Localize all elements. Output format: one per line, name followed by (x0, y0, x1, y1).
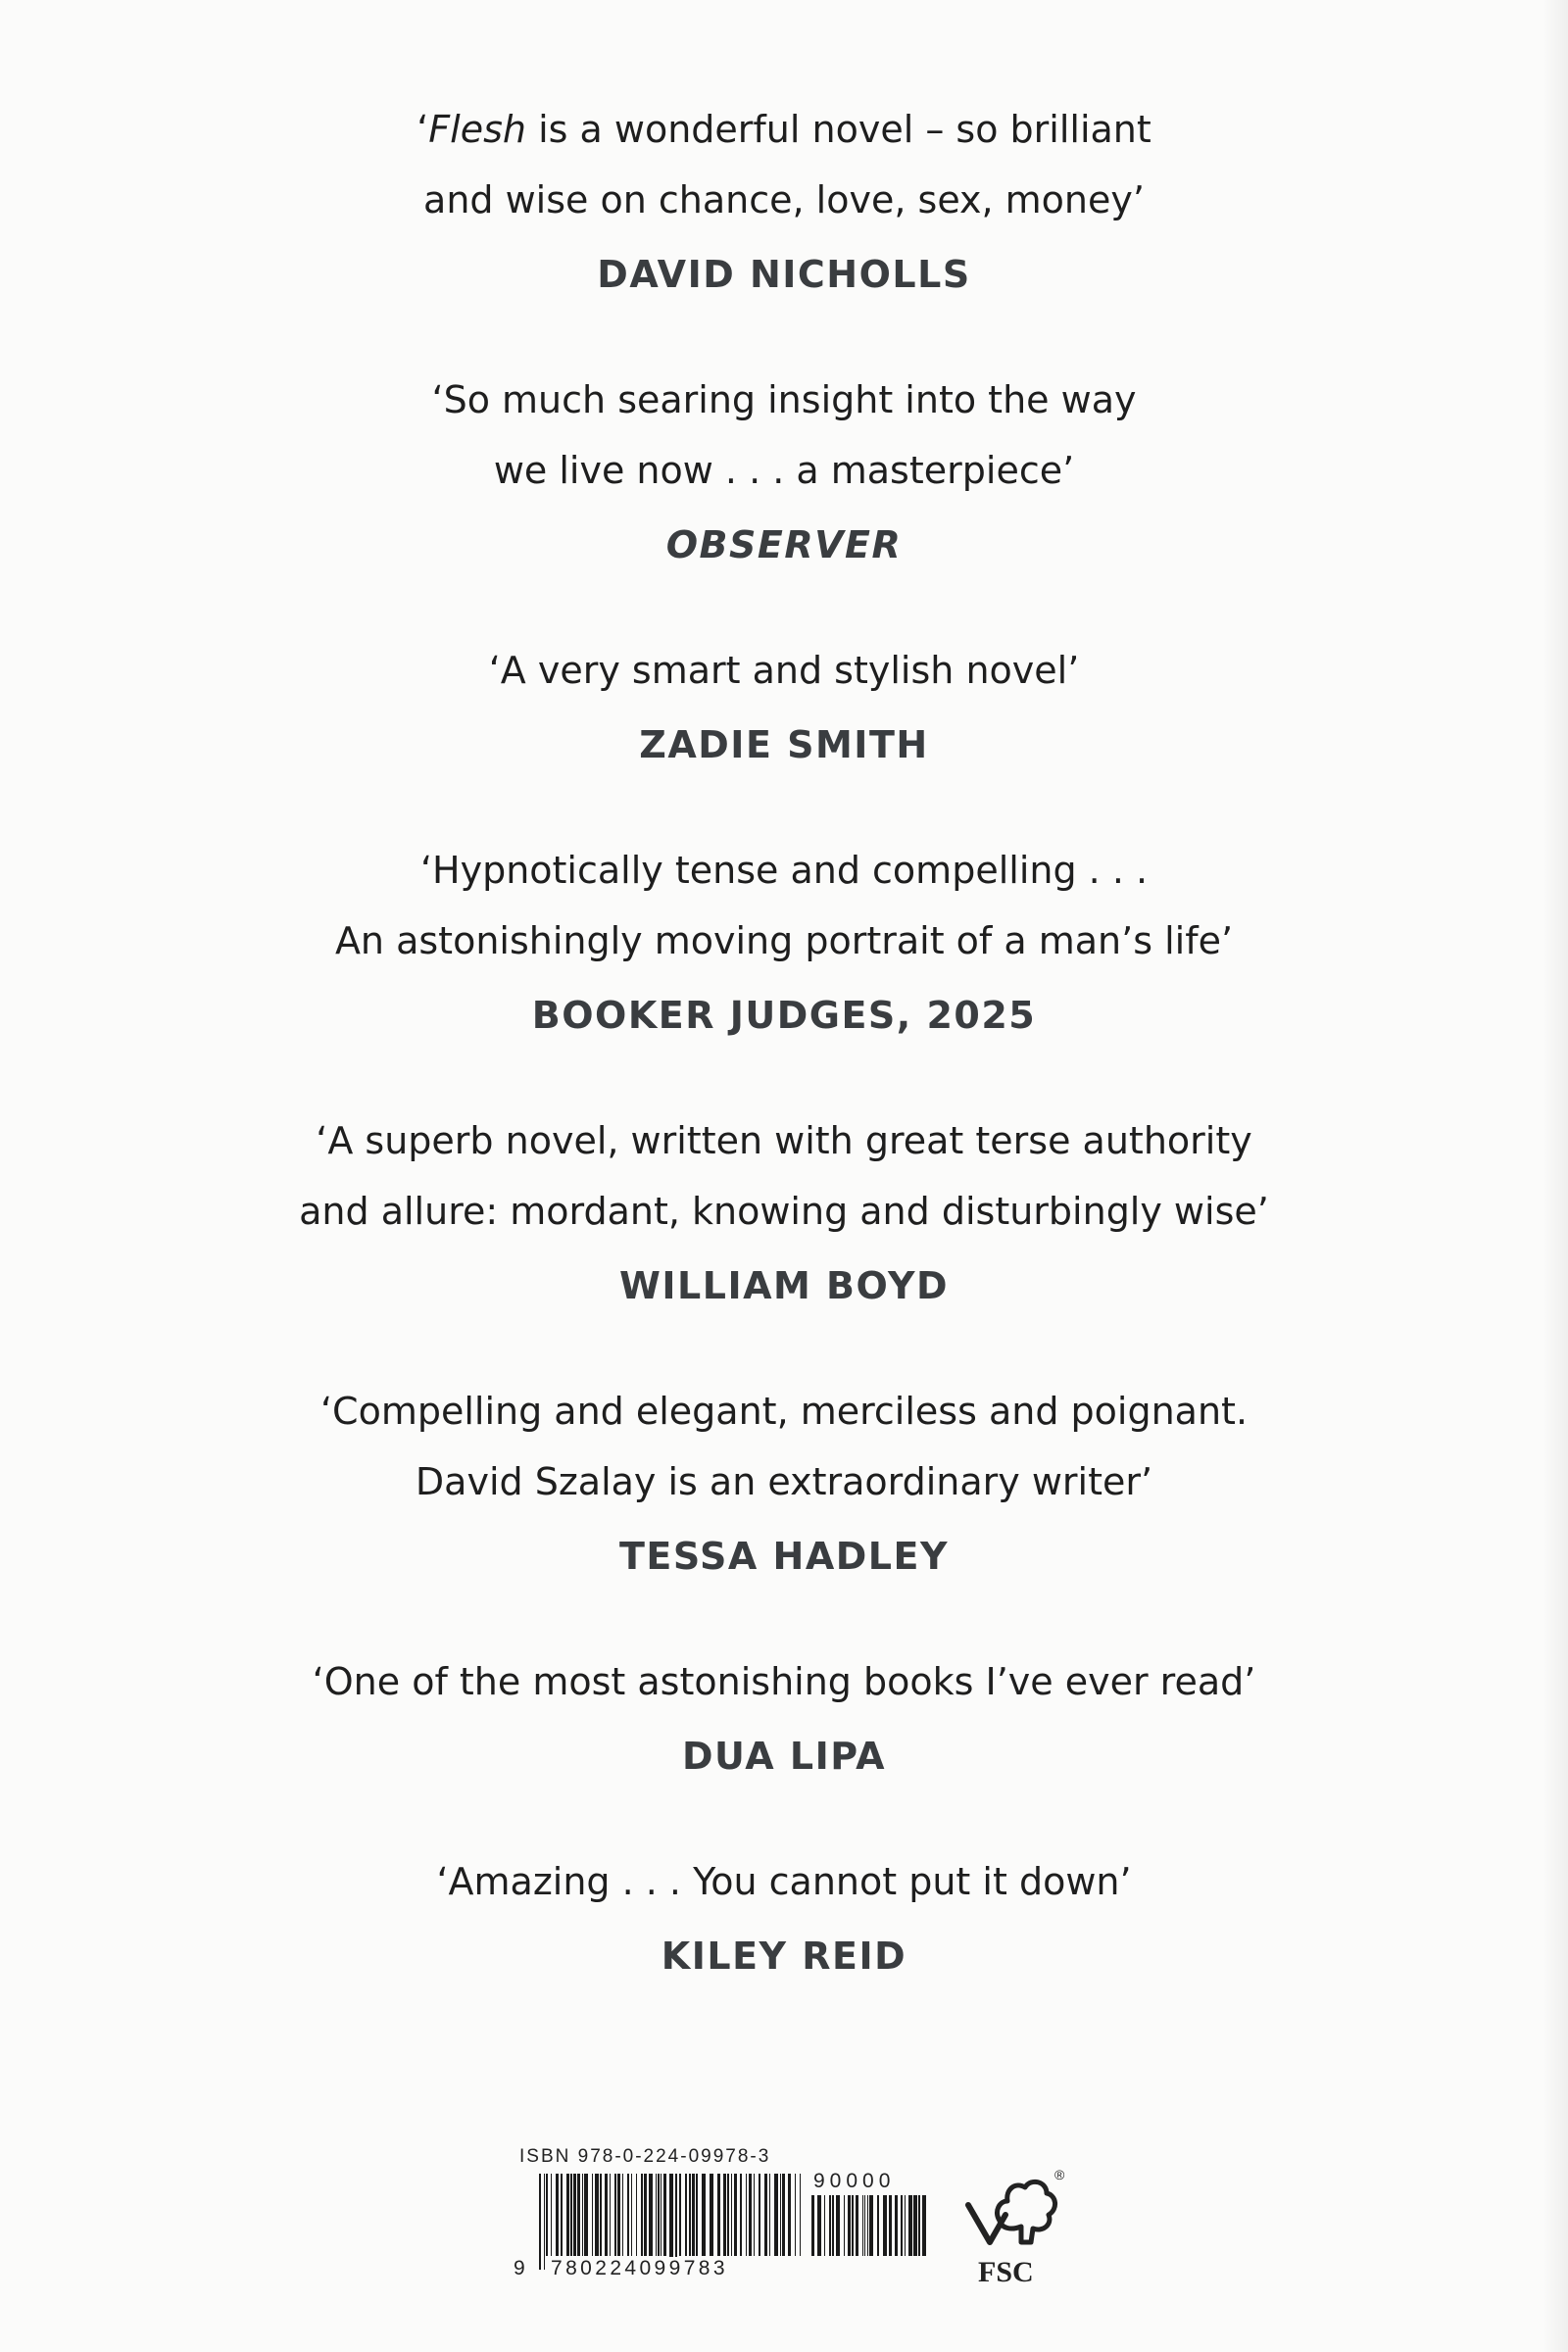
barcode-bar (582, 2174, 583, 2256)
barcode-bar (769, 2174, 770, 2256)
barcode-bar (710, 2174, 713, 2256)
quote-text: ‘So much searing insight into the way (431, 378, 1137, 421)
barcode-bar (877, 2195, 879, 2256)
fsc-tree-icon (960, 2166, 1068, 2259)
review-quote (0, 835, 1568, 976)
barcode-bar (901, 2195, 903, 2256)
barcode-bar (832, 2195, 834, 2256)
barcode-bar (824, 2195, 825, 2256)
barcode-bar (669, 2174, 673, 2270)
barcode-bar (913, 2195, 917, 2256)
review-quote (0, 1105, 1568, 1247)
quote-line (0, 1446, 1568, 1517)
quote-line (0, 94, 1568, 165)
barcode-bar (577, 2174, 580, 2256)
isbn-label: ISBN 978-0-224-09978-3 (519, 2146, 771, 2167)
barcode-bar (605, 2174, 608, 2256)
price-code: 90000 (813, 2170, 896, 2192)
fsc-label: FSC (978, 2256, 1034, 2288)
barcode-bar (539, 2174, 541, 2270)
barcode-bar (780, 2174, 781, 2256)
quote-line (0, 1176, 1568, 1247)
quote-text: David Szalay is an extraordinary writer’ (415, 1460, 1153, 1503)
barcode-bar (740, 2174, 742, 2256)
review-quote (0, 94, 1568, 235)
barcode-bar (749, 2174, 752, 2256)
barcode-bar (595, 2174, 599, 2256)
barcode-bar (788, 2174, 791, 2256)
review-source: ZADIE SMITH (639, 723, 929, 766)
barcode-bar (869, 2195, 873, 2256)
review-source: KILEY REID (661, 1935, 907, 1978)
barcode-bar (836, 2195, 840, 2256)
quote-line (0, 1376, 1568, 1446)
fsc-logo (960, 2166, 1068, 2288)
barcode-bar (782, 2174, 785, 2256)
barcode-bar (692, 2174, 695, 2256)
barcode-bar (658, 2174, 660, 2256)
barcode-bar (551, 2174, 552, 2256)
review-blurb (0, 635, 1568, 774)
barcode-bars (539, 2174, 804, 2270)
barcode-bar (663, 2174, 666, 2256)
quote-text: ‘A very smart and stylish novel’ (488, 649, 1080, 692)
quote-text: ‘Compelling and elegant, merciless and poignant. (319, 1390, 1249, 1433)
quote-text: we live now . . . a masterpiece’ (493, 449, 1075, 492)
barcode-bar (631, 2174, 632, 2256)
review-source: DUA LIPA (682, 1735, 886, 1778)
quote-line (0, 1646, 1568, 1717)
barcode-bar (864, 2195, 865, 2256)
barcode-bar (723, 2174, 726, 2256)
barcode-bar (829, 2195, 831, 2256)
barcode-bar (702, 2174, 706, 2256)
barcode-bar (573, 2174, 576, 2256)
quote-text: is a wonderful novel – so brilliant (525, 108, 1152, 151)
barcode-bar (546, 2174, 548, 2256)
barcode-bar (661, 2174, 662, 2256)
barcode-bar (544, 2174, 545, 2270)
quote-line (0, 435, 1568, 506)
barcode-bar (800, 2174, 801, 2256)
price-barcode-bars (811, 2195, 929, 2270)
barcode-bar (774, 2174, 778, 2256)
barcode-bar (811, 2195, 814, 2256)
review-quote (0, 1376, 1568, 1517)
quote-text: ‘Hypnotically tense and compelling . . . (419, 849, 1149, 892)
barcode-bar (844, 2195, 845, 2256)
review-blurb (0, 1376, 1568, 1586)
review-source: DAVID NICHOLLS (597, 253, 971, 296)
barcode-bar (905, 2195, 906, 2256)
barcode-first-digit: 9 (514, 2257, 525, 2279)
quote-line (0, 165, 1568, 235)
barcode-bar (848, 2195, 851, 2256)
quote-line (0, 835, 1568, 906)
registered-mark: ® (1054, 2167, 1065, 2182)
barcode-bar (685, 2174, 687, 2256)
barcode-bar (852, 2195, 854, 2256)
barcode-bar (570, 2174, 572, 2256)
barcode-bar (600, 2174, 602, 2256)
quote-title-italic: Flesh (428, 108, 526, 151)
quote-text: An astonishingly moving portrait of a man’s life’ (334, 919, 1234, 962)
barcode-bar (556, 2174, 559, 2256)
barcode-bar (679, 2174, 681, 2256)
quote-text: ‘A superb novel, written with great terse authority (316, 1119, 1252, 1162)
barcode-bar (561, 2174, 563, 2256)
quote-line (0, 1846, 1568, 1917)
review-quote (0, 1846, 1568, 1917)
quote-text: and wise on chance, love, sex, money’ (423, 178, 1145, 221)
barcode-bar (636, 2174, 637, 2256)
barcode-bar (696, 2174, 698, 2256)
review-blurb (0, 1846, 1568, 1985)
quote-line (0, 1105, 1568, 1176)
barcode-bar (644, 2174, 647, 2256)
review-source: BOOKER JUDGES, 2025 (531, 994, 1037, 1037)
barcode-bar (862, 2195, 863, 2256)
barcode-bar (795, 2174, 796, 2256)
barcode-bar (627, 2174, 629, 2256)
barcode-bar (895, 2195, 898, 2256)
barcode-bar (592, 2174, 593, 2256)
review-quote (0, 1646, 1568, 1717)
review-quotes (0, 94, 1568, 2046)
barcode-bar (759, 2174, 760, 2256)
barcode-bar (641, 2174, 643, 2256)
quote-text: ‘ (416, 108, 429, 151)
barcode-bar (856, 2195, 858, 2256)
barcode-bar (908, 2195, 912, 2256)
barcode-bar (764, 2174, 767, 2256)
review-blurb (0, 365, 1568, 574)
barcode-bar (817, 2195, 821, 2256)
barcode-bar (622, 2174, 623, 2256)
quote-line (0, 635, 1568, 706)
quote-text: ‘One of the most astonishing books I’ve ever read’ (312, 1660, 1256, 1703)
barcode-bar (656, 2174, 657, 2256)
barcode-bar (731, 2174, 732, 2256)
quote-line (0, 365, 1568, 435)
barcode-bar (883, 2195, 887, 2256)
review-blurb (0, 1646, 1568, 1786)
review-source: WILLIAM BOYD (618, 1264, 950, 1307)
review-blurb (0, 94, 1568, 304)
barcode-bar (614, 2174, 616, 2256)
barcode-bar (889, 2195, 892, 2256)
barcode-bar (922, 2195, 926, 2256)
review-quote (0, 365, 1568, 506)
review-blurb (0, 835, 1568, 1045)
barcode-bar (867, 2195, 868, 2256)
review-blurb (0, 1105, 1568, 1315)
barcode-bar (754, 2174, 755, 2256)
review-source: TESSA HADLEY (619, 1535, 949, 1578)
review-source: OBSERVER (665, 523, 903, 566)
barcode-bar (918, 2195, 920, 2256)
quote-text: and allure: mordant, knowing and disturbingly wise’ (299, 1190, 1269, 1233)
barcode-bar (689, 2174, 691, 2256)
quote-line (0, 906, 1568, 976)
barcode-bar (727, 2174, 729, 2256)
barcode-bar (584, 2174, 588, 2256)
review-quote (0, 635, 1568, 706)
quote-text: ‘Amazing . . . You cannot put it down’ (436, 1860, 1132, 1903)
barcode-bar (675, 2174, 677, 2270)
barcode-bar (717, 2174, 720, 2256)
barcode-bar (617, 2174, 620, 2256)
barcode-digits: 780224099783 (551, 2257, 728, 2279)
barcode-bar (566, 2174, 569, 2256)
barcode-bar (746, 2174, 747, 2256)
isbn-barcode (510, 2146, 1078, 2303)
barcode-bar (610, 2174, 611, 2256)
barcode-bar (734, 2174, 737, 2256)
barcode-bar (649, 2174, 653, 2256)
